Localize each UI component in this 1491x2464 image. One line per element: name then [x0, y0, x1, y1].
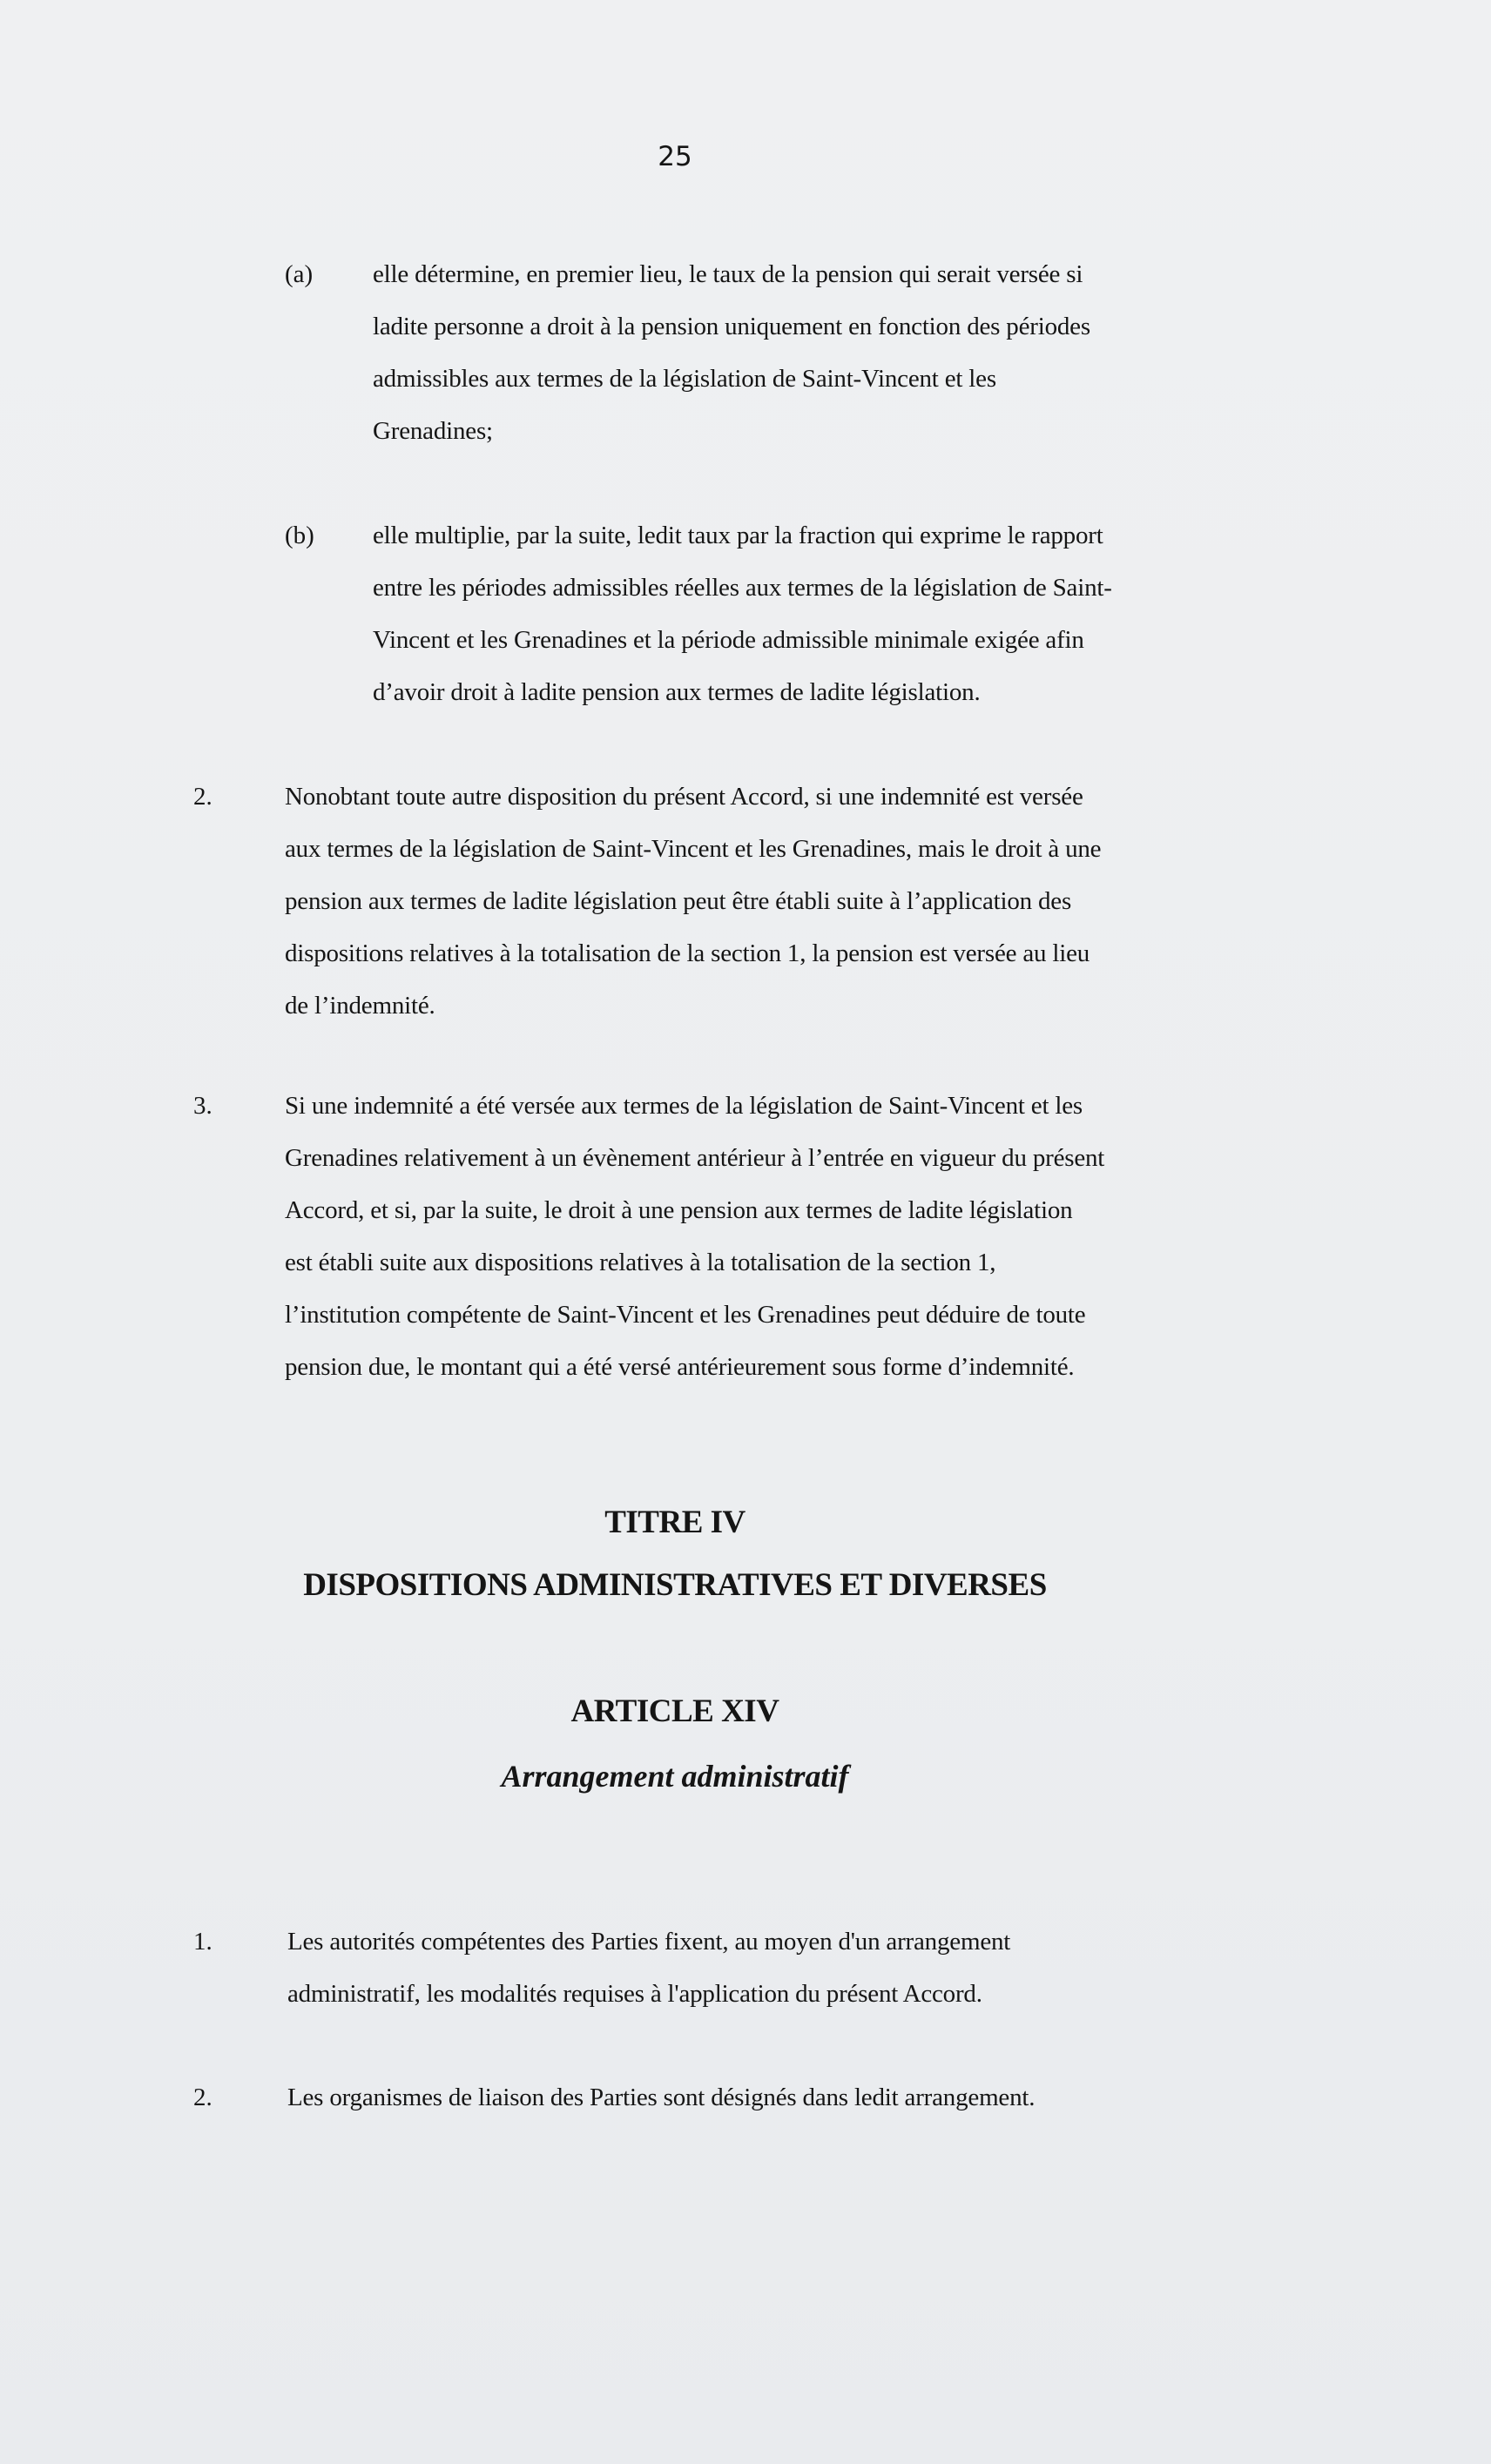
paragraph-2-text — [285, 771, 1101, 1032]
text-line: aux termes de la législation de Saint-Vincent et les Grenadines, mais le droit à une — [285, 835, 1102, 863]
paragraph-2-marker: 2. — [193, 783, 213, 811]
text-line: pension aux termes de ladite législation peut être établi suite à l’application des — [285, 887, 1072, 915]
text-line: pension due, le montant qui a été versé antérieurement sous forme d’indemnité. — [285, 1353, 1075, 1381]
text-line: entre les périodes admissibles réelles aux termes de la législation de Saint- — [373, 574, 1112, 602]
text-line: Les autorités compétentes des Parties fixent, au moyen d'un arrangement — [287, 1928, 1011, 1956]
text-line: Accord, et si, par la suite, le droit à une pension aux termes de ladite législation — [285, 1196, 1073, 1224]
paragraph-3-text — [285, 1080, 1104, 1393]
sub-item-b-marker: (b) — [285, 522, 314, 549]
text-line: elle détermine, en premier lieu, le taux de la pension qui serait versée si — [373, 260, 1083, 288]
text-line: Vincent et les Grenadines et la période admissible minimale exigée afin — [373, 626, 1084, 654]
text-line: Nonobtant toute autre disposition du présent Accord, si une indemnité est versée — [285, 783, 1083, 811]
title-subheading: DISPOSITIONS ADMINISTRATIVES ET DIVERSES — [303, 1567, 1047, 1603]
article-paragraph-1-text — [287, 1915, 1010, 2020]
text-line: Grenadines; — [373, 417, 493, 445]
text-line: de l’indemnité. — [285, 992, 435, 1020]
text-line: elle multiplie, par la suite, ledit taux par la fraction qui exprime le rapport — [373, 522, 1103, 549]
text-line: admissibles aux termes de la législation de Saint-Vincent et les — [373, 365, 996, 393]
text-line: Grenadines relativement à un évènement antérieur à l’entrée en vigueur du présent — [285, 1144, 1105, 1172]
sub-item-a-marker: (a) — [285, 260, 314, 288]
text-line: Les organismes de liaison des Parties sont désignés dans ledit arrangement. — [287, 2084, 1036, 2111]
title-heading: TITRE IV — [604, 1505, 746, 1540]
text-line: l’institution compétente de Saint-Vincent et les Grenadines peut déduire de toute — [285, 1301, 1086, 1329]
article-paragraph-2-text — [287, 2071, 1035, 2124]
page-number: 25 — [658, 141, 692, 172]
article-paragraph-1-marker: 1. — [193, 1928, 213, 1956]
text-line: est établi suite aux dispositions relatives à la totalisation de la section 1, — [285, 1249, 996, 1276]
article-subheading: Arrangement administratif — [501, 1759, 849, 1794]
text-line: ladite personne a droit à la pension uniquement en fonction des périodes — [373, 313, 1090, 340]
text-line: d’avoir droit à ladite pension aux termes de ladite législation. — [373, 678, 981, 706]
article-heading: ARTICLE XIV — [570, 1693, 779, 1729]
article-paragraph-2-marker: 2. — [193, 2084, 213, 2111]
sub-item-a-text — [373, 248, 1090, 457]
text-line: dispositions relatives à la totalisation de la section 1, la pension est versée au lieu — [285, 939, 1090, 967]
text-line: Si une indemnité a été versée aux termes de la législation de Saint-Vincent et les — [285, 1092, 1083, 1120]
text-line: administratif, les modalités requises à l'application du présent Accord. — [287, 1980, 982, 2008]
paragraph-3-marker: 3. — [193, 1092, 213, 1120]
sub-item-b-text — [373, 509, 1112, 718]
